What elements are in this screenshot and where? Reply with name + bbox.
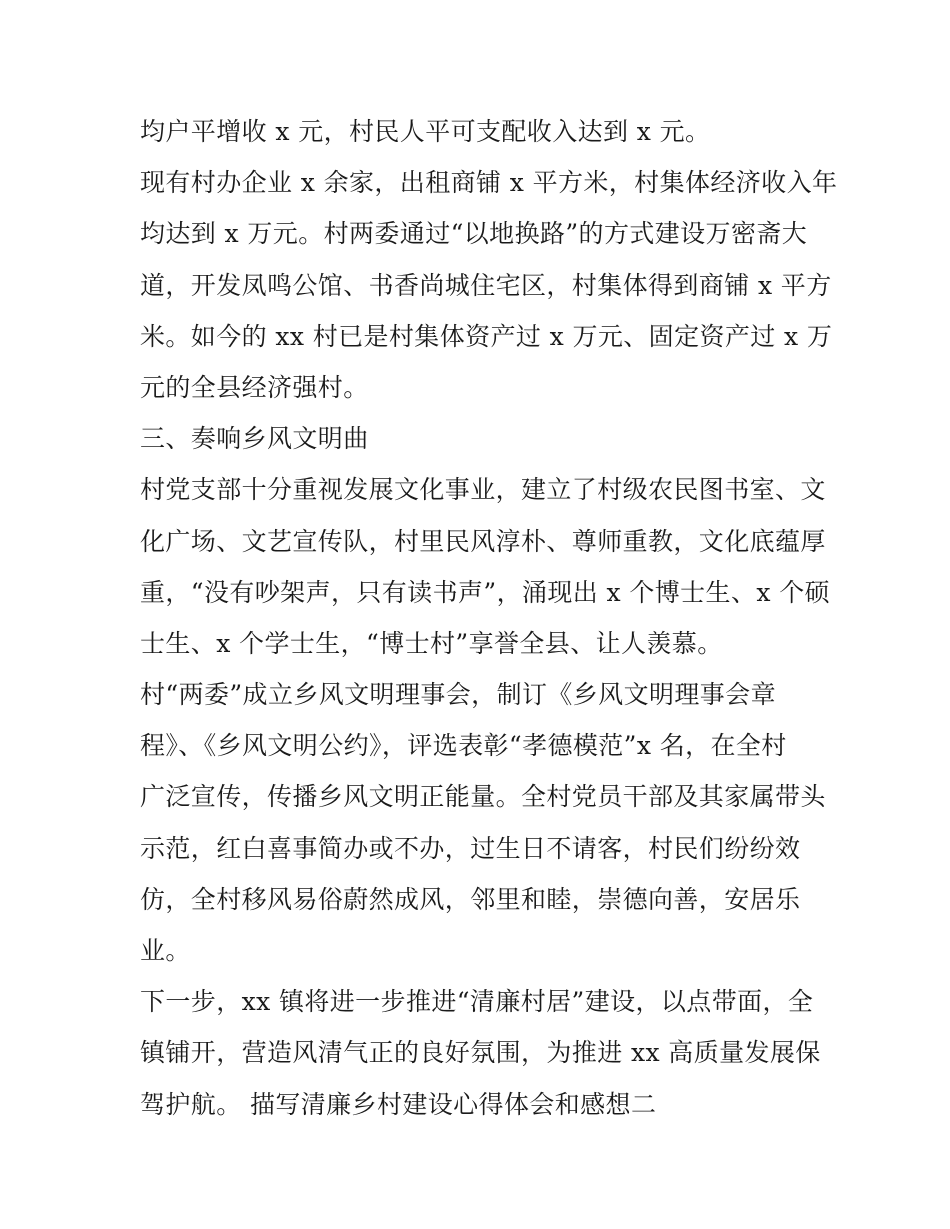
- text-line: 重，“没有吵架声，只有读书声”，涌现出 x 个博士生、x 个硕: [140, 577, 831, 607]
- text-line: 现有村办企业 x 余家，出租商铺 x 平方米，村集体经济收入年: [140, 168, 838, 198]
- text-line: 村党支部十分重视发展文化事业，建立了村级农民图书室、文: [140, 475, 826, 505]
- text-line: 米。如今的 xx 村已是村集体资产过 x 万元、固定资产过 x 万: [140, 321, 833, 351]
- document-body: [140, 106, 838, 1130]
- text-line: 仿，全村移风易俗蔚然成风，邻里和睦，崇德向善，安居乐: [140, 884, 801, 914]
- text-line: 士生、x 个学士生，“博士村”享誉全县、让人羡慕。: [140, 628, 723, 658]
- text-line: 道，开发凤鸣公馆、书香尚城住宅区，村集体得到商铺 x 平方: [140, 270, 832, 300]
- text-line: 下一步，xx 镇将进一步推进“清廉村居”建设，以点带面，全: [140, 987, 814, 1017]
- text-line: 均户平增收 x 元，村民人平可支配收入达到 x 元。: [140, 117, 711, 146]
- text-line: 村“两委”成立乡风文明理事会，制订《乡风文明理事会章: [140, 680, 776, 710]
- text-line: 广泛宣传，传播乡风文明正能量。全村党员干部及其家属带头: [140, 782, 826, 812]
- text-line: 驾护航。 描写清廉乡村建设心得体会和感想二: [140, 1089, 657, 1119]
- text-line: 镇铺开，营造风清气正的良好氛围，为推进 xx 高质量发展保: [140, 1038, 821, 1068]
- text-line: 元的全县经济强村。: [140, 372, 369, 402]
- text-line: 均达到 x 万元。村两委通过“以地换路”的方式建设万密斋大: [140, 219, 808, 249]
- text-line: 程》、《乡风文明公约》，评选表彰“孝德模范”x 名，在全村: [140, 731, 787, 761]
- text-line: 化广场、文艺宣传队，村里民风淳朴、尊师重教，文化底蕴厚: [140, 526, 826, 556]
- text-line: 业。: [140, 936, 191, 965]
- section-heading: 三、奏响乡风文明曲: [140, 424, 369, 454]
- text-line: 示范，红白喜事简办或不办，过生日不请客，村民们纷纷效: [140, 833, 801, 863]
